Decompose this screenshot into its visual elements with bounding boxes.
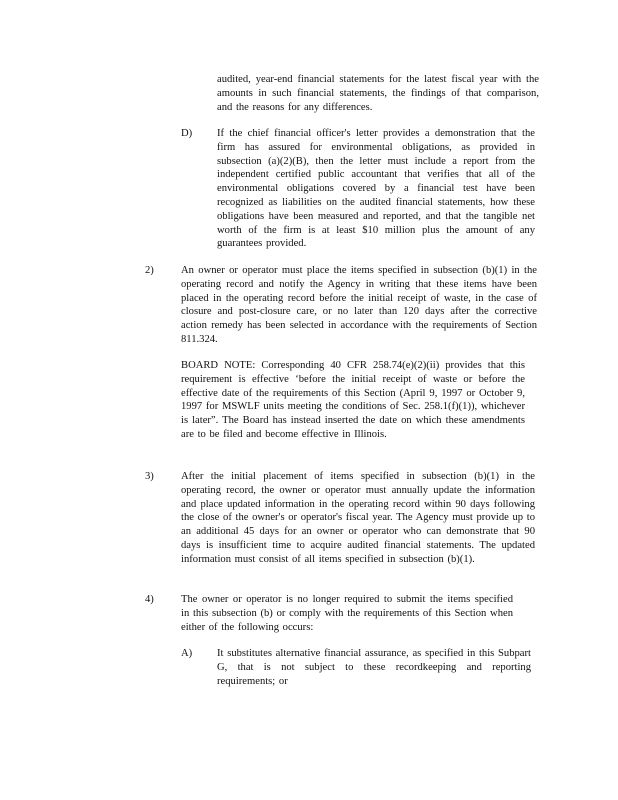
item-4-label: 4) — [145, 594, 154, 605]
board-note: BOARD NOTE: Corresponding 40 CFR 258.74(e)(2)(ii) provides that this requirement is effective ‘before the initial receipt of waste or before the effective date of the requirements of this Section (April 9, 1997 or October 9, 1997 for MSWLF units meeting the conditions of Sec. 258.1(f)(1)), whichever is later”. The Board has instead inserted the date on which these amendments are to be filed and become effective in Illinois. — [181, 360, 525, 440]
continuation-paragraph: audited, year-end financial statements for the latest fiscal year with the amounts in such financial statements, the findings of that comparison, and the reasons for any differences. — [217, 74, 539, 113]
item-3-label: 3) — [145, 471, 154, 482]
item-2-paragraph: An owner or operator must place the items specified in subsection (b)(1) in the operating record and notify the Agency in writing that these items have been placed in the operating record before the initial receipt of waste, in the case of closure and post-closure care, or no later than 120 days after the corrective action remedy has been selected in accordance with the requirements of Section 811.324. — [181, 265, 537, 345]
item-d-label: D) — [181, 128, 193, 139]
item-2-label: 2) — [145, 265, 154, 276]
item-4a-label: A) — [181, 648, 193, 659]
item-4-paragraph: The owner or operator is no longer required to submit the items specified in this subsection (b) or comply with the requirements of this Section when either of the following occurs: — [181, 594, 513, 633]
item-4a-paragraph: It substitutes alternative financial assurance, as specified in this Subpart G, that is not subject to these recordkeeping and reporting requirements; or — [217, 648, 531, 687]
item-d-paragraph: If the chief financial officer's letter provides a demonstration that the firm has assured for environmental obligations, as provided in subsection (a)(2)(B), then the letter must include a report from the independent certified public accountant that verifies that all of the environmental obligations covered by a financial test have been recognized as liabilities on the audited financial statements, how these obligations have been measured and reported, and that the tangible net worth of the firm is at least $10 million plus the amount of any guarantees provided. — [217, 128, 535, 250]
item-3-paragraph: After the initial placement of items specified in subsection (b)(1) in the operating record, the owner or operator must annually update the information and place updated information in the operating record within 90 days following the close of the owner's or operator's fiscal year. The Agency must provide up to an additional 45 days for an owner or operator who can demonstrate that 90 days is insufficient time to acquire audited financial statements. The updated information must consist of all items specified in subsection (b)(1). — [181, 471, 535, 565]
